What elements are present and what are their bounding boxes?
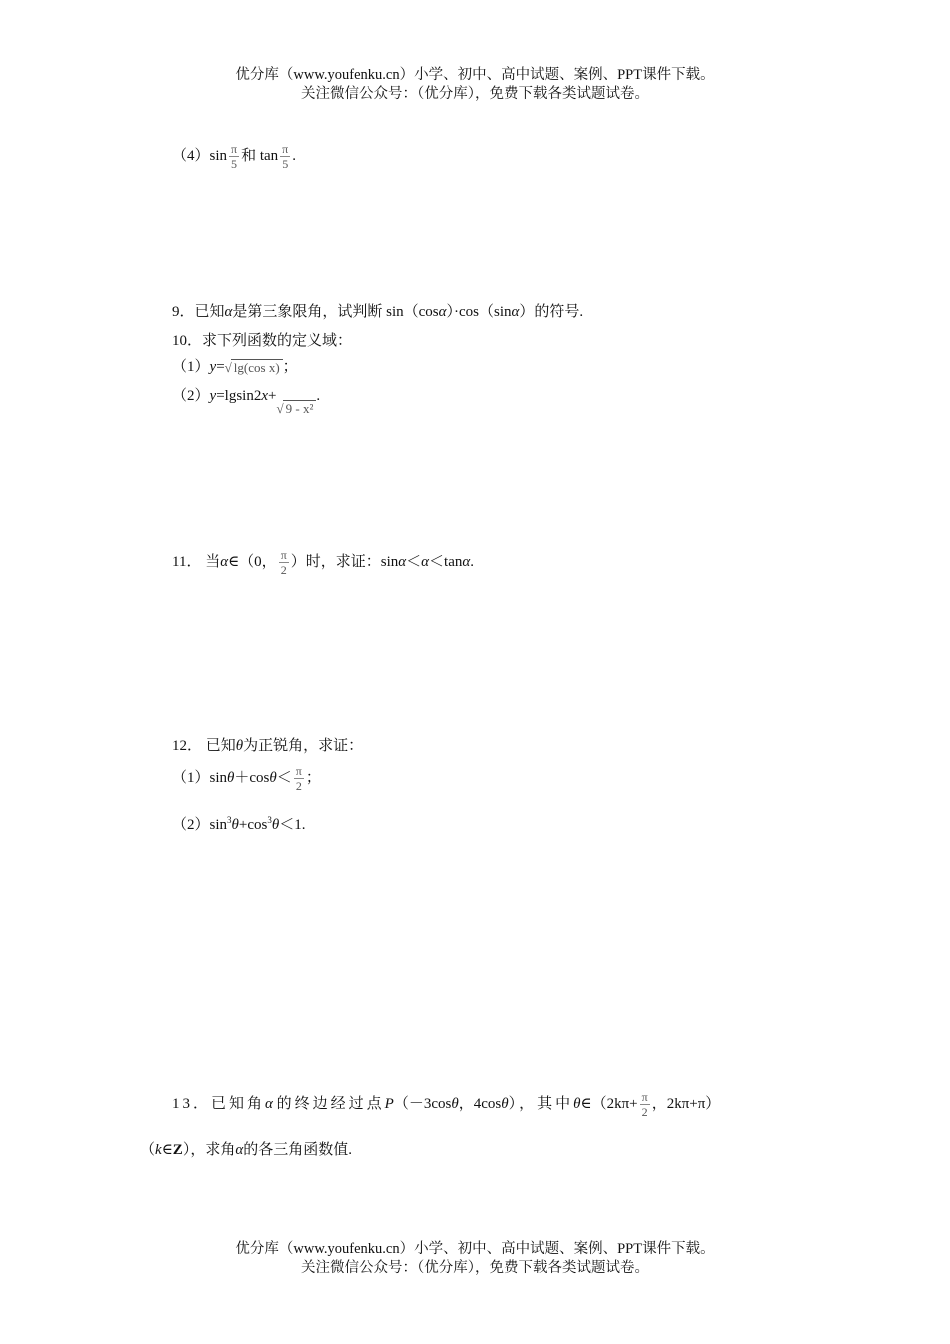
question-10-part-2: （2）y=lgsin2x+√ 9 - x². <box>172 388 321 416</box>
fraction-pi-over-2: $\frac{\pi}{2}$ <box>280 548 287 577</box>
footer-line-1: 优分库（www.youfenku.cn）小学、初中、高中试题、案例、PPT课件下载。 <box>235 1241 715 1257</box>
fraction-pi-over-5: $\frac{\pi}{5}$ <box>231 142 238 171</box>
question-12-title: 12． 已知θ为正锐角，求证： <box>172 738 364 754</box>
fraction-pi-over-5: $\frac{\pi}{5}$ <box>282 142 289 171</box>
header-line-1: 优分库（www.youfenku.cn）小学、初中、高中试题、案例、PPT课件下载。 <box>235 67 715 83</box>
question-11: 11． 当α∈（0， $\frac{\pi}{2}$ ）时，求证：sinα＜α＜tanα. <box>172 548 474 577</box>
question-9: 9．已知α是第三象限角，试判断 sin（cosα）·cos（sinα）的符号. <box>172 304 584 320</box>
sqrt-expression: √ 9 - x² <box>276 401 316 417</box>
question-13-line-2: （k∈Z），求角α的各三角函数值. <box>140 1142 352 1158</box>
header-line-2: 关注微信公众号：（优分库），免费下载各类试题试卷。 <box>301 86 649 102</box>
fraction-pi-over-2: $\frac{\pi}{2}$ <box>295 764 302 793</box>
question-13-line-1: 13．已知角α 的终边经过点P（－3cosθ，4cosθ），其中θ∈（2kπ+ $\frac{\pi}{2}$ ，2kπ+π） <box>172 1090 721 1119</box>
question-12-part-1: （1）sinθ＋cosθ＜ $\frac{\pi}{2}$ ； <box>172 764 321 793</box>
question-10-part-1: （1）y=√ lg(cos x) ； <box>172 359 298 375</box>
sqrt-expression: √ lg(cos x) <box>225 360 283 376</box>
question-8-part-4: （4）sin $\frac{\pi}{5}$ 和 tan $\frac{\pi}{5}$ . <box>172 142 296 171</box>
fraction-pi-over-2: $\frac{\pi}{2}$ <box>641 1090 648 1119</box>
footer-line-2: 关注微信公众号：（优分库），免费下载各类试题试卷。 <box>301 1260 649 1276</box>
question-10-title: 10．求下列函数的定义域： <box>172 333 353 349</box>
question-12-part-2: $(2)\sin^3\theta+\cos^3\theta<1$. <box>172 815 306 833</box>
